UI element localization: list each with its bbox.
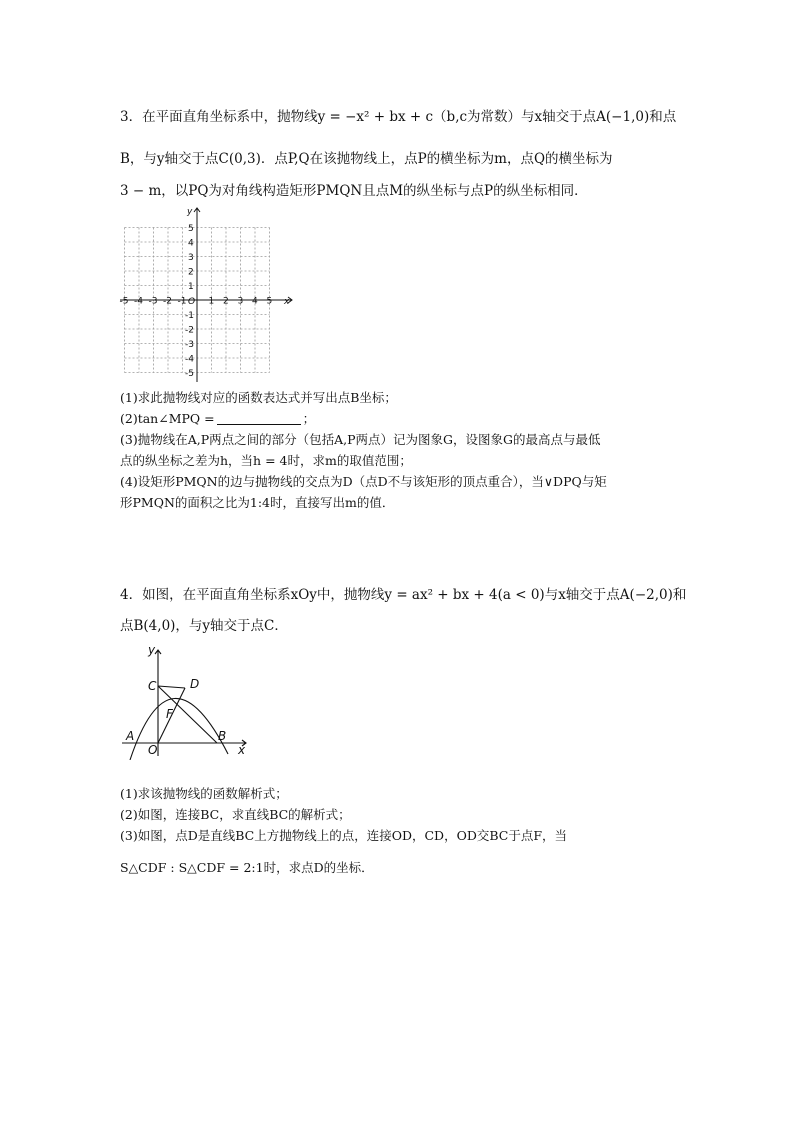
q4-line1: 4．如图，在平面直角坐标系xOy中，抛物线y = ax² + bx + 4(a < 0)与x轴交于点A(−2,0)和 (120, 587, 687, 603)
x-tick-label: 4 (252, 296, 258, 307)
q4-sub3-line2: S△CDF : S△CDF = 2:1时，求点D的坐标． (120, 860, 374, 875)
label-C: C (148, 679, 157, 693)
q4-parabola-figure (118, 642, 254, 760)
x-tick-label: -1 (177, 296, 187, 307)
q4-sub3-line1: (3)如图，点D是直线BC上方抛物线上的点，连接OD，CD，OD交BC于点F，当 (120, 828, 567, 843)
q3-sub2-suffix: ； (302, 411, 316, 426)
x-tick-label: 2 (223, 296, 229, 307)
label-B: B (218, 729, 227, 743)
x-tick-label: -5 (119, 296, 129, 307)
label-O: O (148, 743, 158, 757)
x-tick-label: -2 (163, 296, 172, 307)
x-tick-label: 3 (237, 296, 244, 307)
q3-axes (120, 208, 292, 382)
q4-line2: 点B(4,0)，与y轴交于点C． (120, 618, 288, 634)
y-tick-label: -5 (185, 369, 194, 379)
q4-sub1: (1)求该抛物线的函数解析式； (120, 786, 288, 801)
q3-sub4-line2: 形PMQN的面积之比为1:4时，直接写出m的值． (120, 495, 395, 510)
q3-sub3-line2: 点的纵坐标之差为h，当h = 4时，求m的取值范围； (120, 453, 412, 468)
y-tick-label: -4 (185, 354, 194, 365)
origin-label: O (188, 297, 196, 307)
y-tick-label: 5 (188, 224, 194, 234)
answer-blank[interactable] (217, 412, 301, 425)
q3-coordinate-grid (116, 204, 298, 386)
label-F: F (166, 707, 173, 721)
label-x: x (238, 743, 246, 757)
q3-sub1: (1)求此抛物线对应的函数表达式并写出点B坐标； (120, 390, 397, 405)
q3-tick-labels (120, 207, 291, 379)
y-tick-label: -3 (185, 340, 194, 350)
x-axis-label: x (284, 297, 290, 307)
x-tick-label: -4 (134, 296, 143, 307)
y-tick-label: 2 (188, 267, 194, 278)
label-A: A (126, 729, 135, 743)
y-tick-label: -2 (185, 325, 194, 336)
q3-sub4-line1: (4)设矩形PMQN的边与抛物线的交点为D（点D不与该矩形的顶点重合），当∨DPQ与矩 (120, 474, 607, 489)
y-axis-label: y (187, 207, 193, 217)
y-tick-label: 1 (188, 282, 194, 292)
x-tick-label: -3 (148, 296, 158, 307)
q4-sub2: (2)如图，连接BC，求直线BC的解析式； (120, 807, 351, 822)
q3-sub2-prefix: (2)tan∠MPQ = (120, 411, 215, 426)
q3-sub2 (120, 410, 315, 428)
parabola (130, 698, 228, 760)
q3-line3: 3 − m，以PQ为对角线构造矩形PMQN且点M的纵坐标与点P的纵坐标相同． (120, 183, 588, 199)
q3-line2: B，与y轴交于点C(0,3)．点P,Q在该抛物线上，点P的横坐标为m，点Q的横坐标为 (120, 151, 613, 167)
y-tick-label: 3 (188, 253, 194, 263)
y-tick-label: 4 (188, 238, 194, 249)
label-y: y (148, 643, 156, 657)
y-tick-label: -1 (185, 311, 194, 321)
label-D: D (190, 677, 200, 691)
q3-sub3-line1: (3)抛物线在A,P两点之间的部分（包括A,P两点）记为图象G，设图象G的最高点与最低 (120, 432, 601, 447)
x-tick-label: 1 (208, 296, 215, 307)
segment-CD (158, 686, 185, 688)
x-tick-label: 5 (266, 296, 273, 307)
q3-line1: 3．在平面直角坐标系中，抛物线y = −x² + bx + c（b,c为常数）与x轴交于点A(−1,0)和点 (120, 109, 677, 125)
